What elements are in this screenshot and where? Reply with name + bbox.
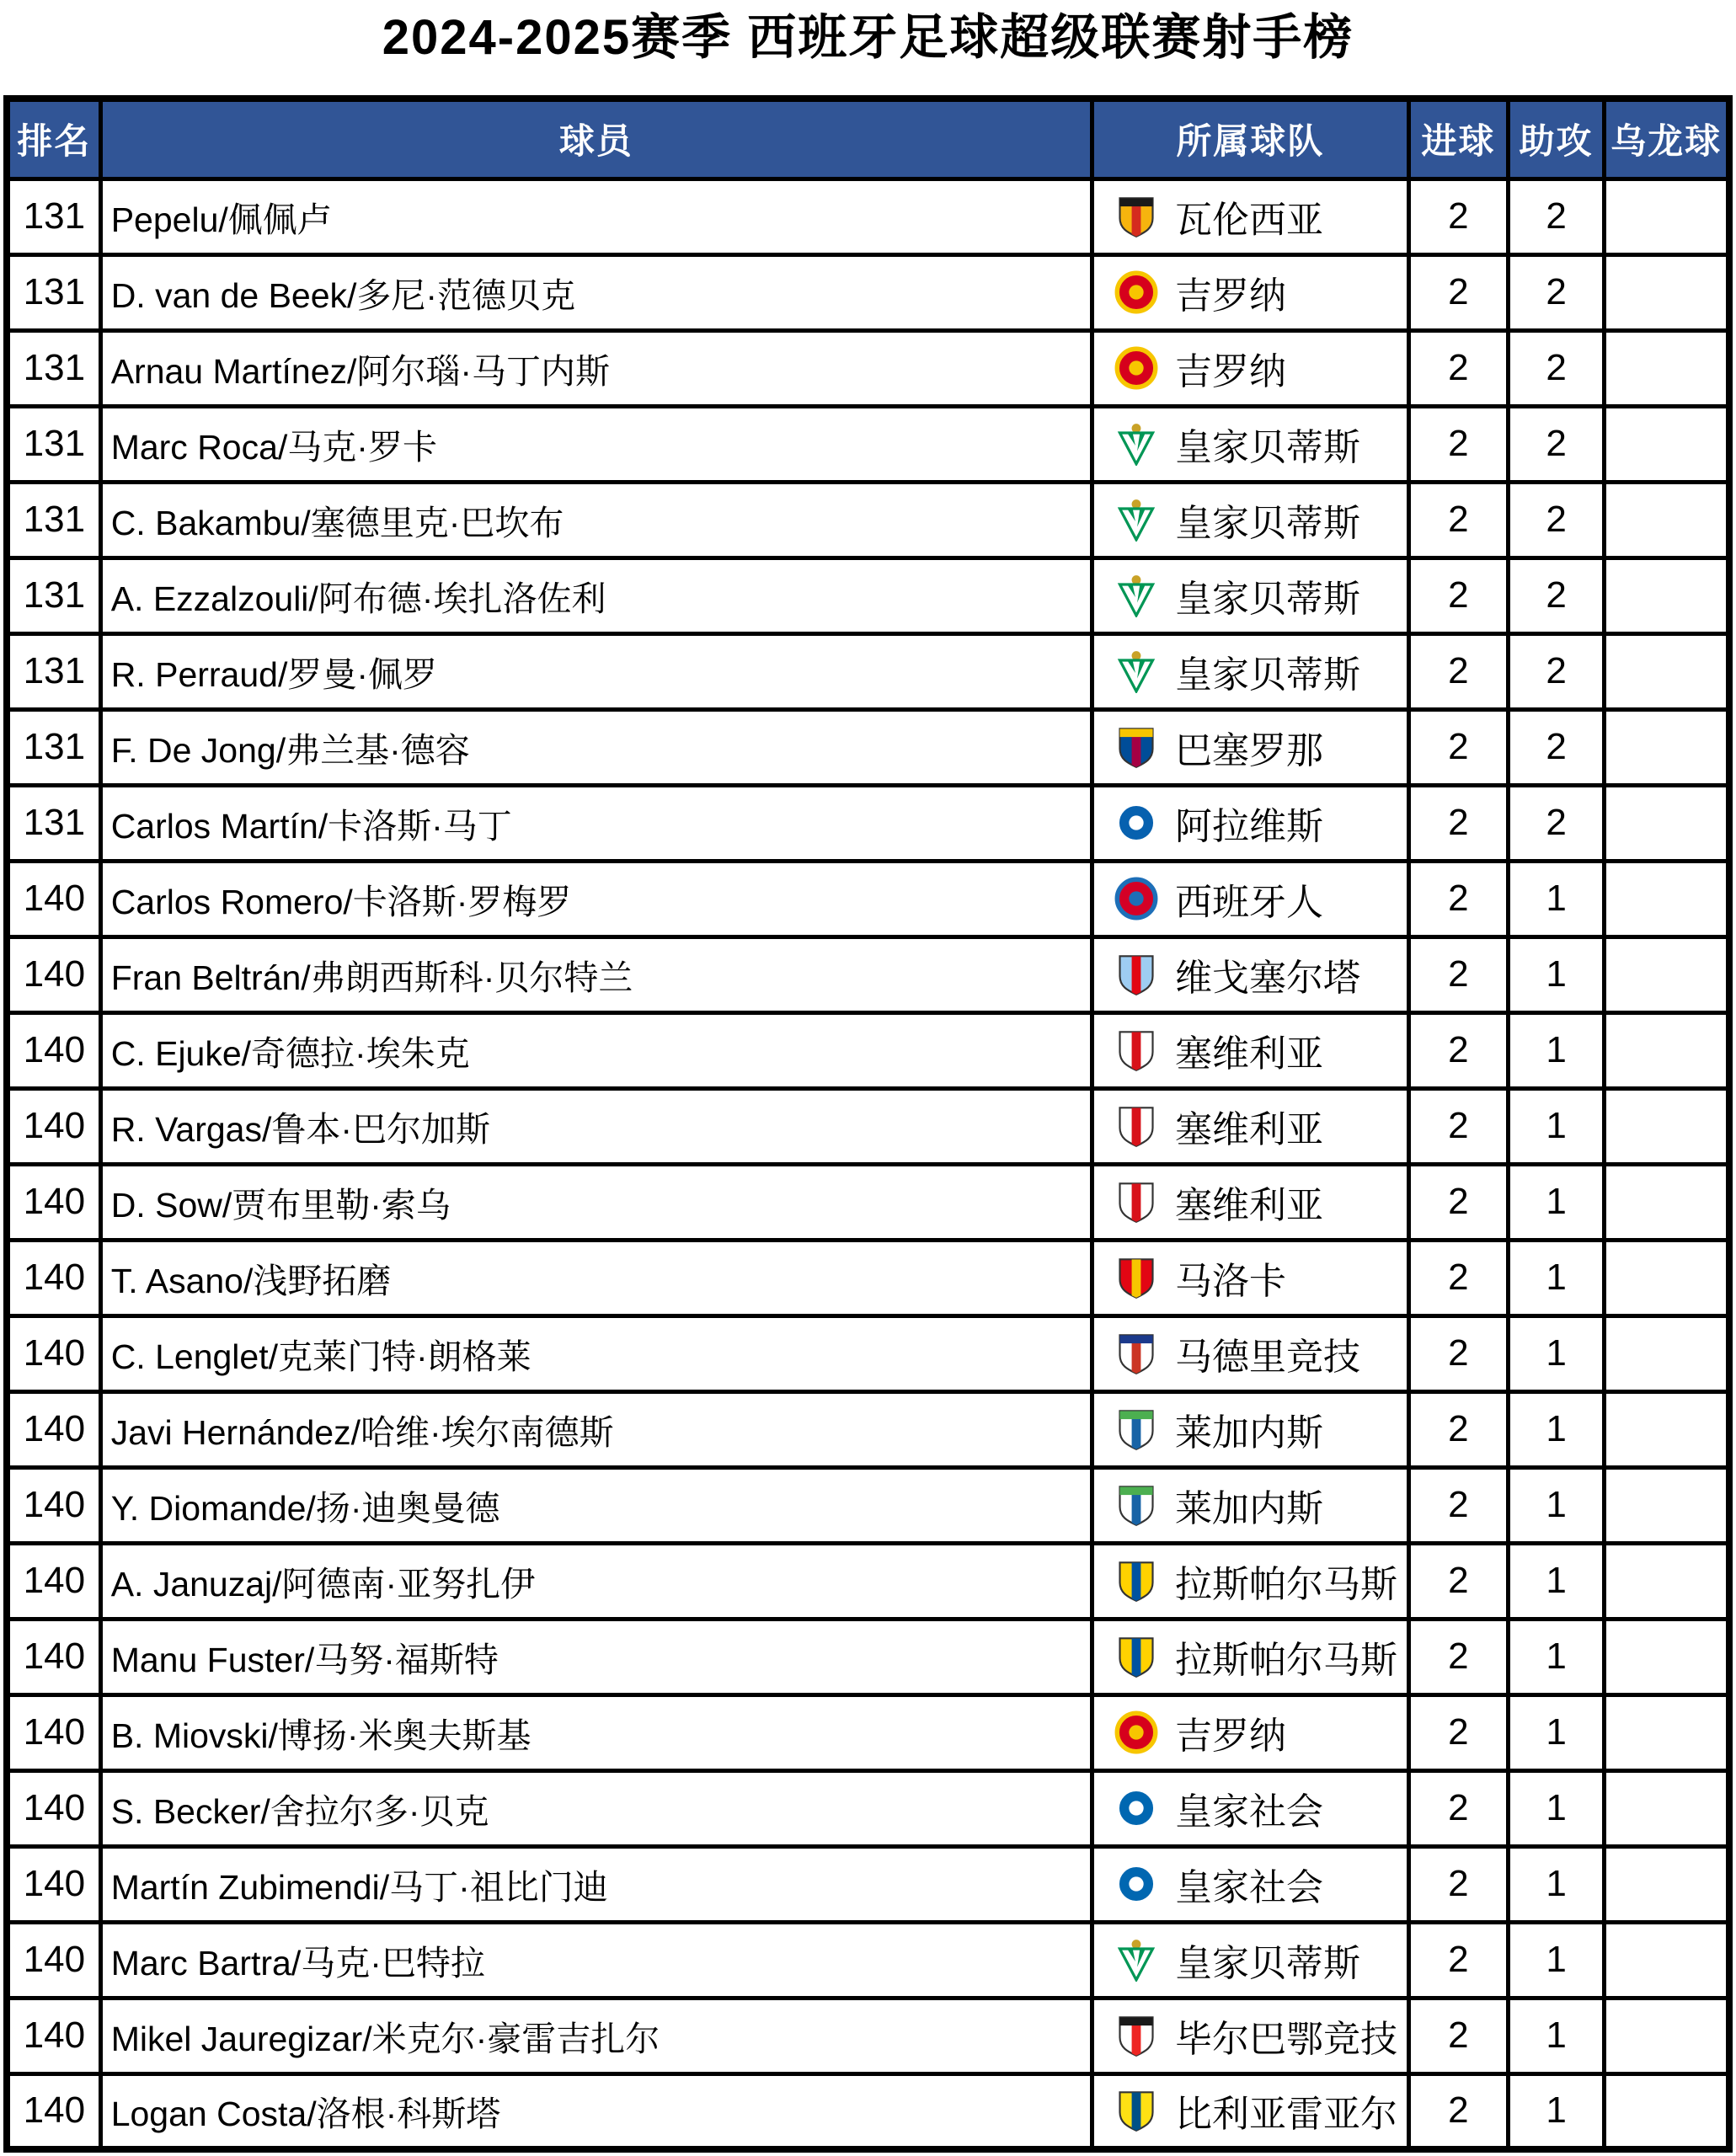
assists-cell: 1 <box>1508 861 1604 937</box>
team-logo-villarreal-icon <box>1114 2089 1158 2132</box>
player-cell: Pepelu/佩佩卢 <box>100 179 1092 254</box>
team-wrap <box>1114 568 1406 622</box>
column-header-player: 球员 <box>100 99 1092 179</box>
table-row <box>7 482 1729 558</box>
team-logo-valencia-icon <box>1114 195 1158 238</box>
table-row <box>7 254 1729 330</box>
rank-cell: 140 <box>7 1467 100 1543</box>
table-row <box>7 179 1729 254</box>
rank-cell: 140 <box>7 1694 100 1770</box>
own-goals-cell <box>1605 179 1729 254</box>
team-name: 比利亚雷亚尔 <box>1175 2094 1397 2136</box>
table-row <box>7 1543 1729 1619</box>
own-goals-cell <box>1605 1922 1729 1998</box>
table-row <box>7 1998 1729 2073</box>
table-row <box>7 1164 1729 1240</box>
player-cell: S. Becker/舍拉尔多·贝克 <box>100 1770 1092 1846</box>
player-cell: A. Januzaj/阿德南·亚努扎伊 <box>100 1543 1092 1619</box>
table-row <box>7 1619 1729 1694</box>
table-row <box>7 1391 1729 1467</box>
team-wrap <box>1114 872 1406 926</box>
team-logo-celta-icon <box>1114 953 1158 996</box>
team-wrap <box>1114 644 1406 698</box>
team-logo-girona-icon <box>1114 346 1158 390</box>
team-name: 马洛卡 <box>1175 1261 1286 1302</box>
team-cell <box>1092 1922 1409 1998</box>
goals-cell: 2 <box>1408 179 1508 254</box>
team-wrap <box>1114 1933 1406 1987</box>
rank-cell: 131 <box>7 558 100 633</box>
team-wrap <box>1114 1099 1406 1153</box>
team-cell <box>1092 1240 1409 1315</box>
team-cell <box>1092 2073 1409 2149</box>
team-cell <box>1092 1694 1409 1770</box>
goals-cell: 2 <box>1408 861 1508 937</box>
rank-cell: 140 <box>7 1998 100 2073</box>
team-wrap <box>1114 1023 1406 1077</box>
assists-cell: 1 <box>1508 1315 1604 1391</box>
table-body <box>7 179 1729 2149</box>
team-wrap <box>1114 720 1406 774</box>
column-header-rank: 排名 <box>7 99 100 179</box>
goals-cell: 2 <box>1408 406 1508 482</box>
table-row <box>7 1467 1729 1543</box>
own-goals-cell <box>1605 330 1729 406</box>
assists-cell: 2 <box>1508 482 1604 558</box>
goals-cell: 2 <box>1408 709 1508 785</box>
team-cell <box>1092 254 1409 330</box>
team-cell <box>1092 406 1409 482</box>
team-name: 皇家贝蒂斯 <box>1175 1943 1360 1984</box>
own-goals-cell <box>1605 558 1729 633</box>
player-cell: Marc Roca/马克·罗卡 <box>100 406 1092 482</box>
goals-cell: 2 <box>1408 633 1508 709</box>
team-logo-mallorca-icon <box>1114 1256 1158 1299</box>
team-name: 皇家贝蒂斯 <box>1175 579 1360 620</box>
team-wrap <box>1114 1781 1406 1835</box>
goals-cell: 2 <box>1408 1164 1508 1240</box>
team-cell <box>1092 179 1409 254</box>
player-cell: D. van de Beek/多尼·范德贝克 <box>100 254 1092 330</box>
player-cell: D. Sow/贾布里勒·索乌 <box>100 1164 1092 1240</box>
player-cell: R. Vargas/鲁本·巴尔加斯 <box>100 1088 1092 1164</box>
team-logo-girona-icon <box>1114 270 1158 314</box>
player-cell: Arnau Martínez/阿尔瑙·马丁内斯 <box>100 330 1092 406</box>
own-goals-cell <box>1605 1467 1729 1543</box>
team-name: 吉罗纳 <box>1175 1716 1286 1757</box>
page-title: 2024-2025赛季 西班牙足球超级联赛射手榜 <box>382 10 1354 65</box>
goals-cell: 2 <box>1408 937 1508 1012</box>
table-row <box>7 2073 1729 2149</box>
rank-cell: 140 <box>7 1543 100 1619</box>
goals-cell: 2 <box>1408 558 1508 633</box>
player-cell: C. Ejuke/奇德拉·埃朱克 <box>100 1012 1092 1088</box>
table-row <box>7 861 1729 937</box>
rank-cell: 140 <box>7 937 100 1012</box>
assists-cell: 1 <box>1508 1012 1604 1088</box>
own-goals-cell <box>1605 482 1729 558</box>
team-logo-leganes-icon <box>1114 1407 1158 1451</box>
goals-cell: 2 <box>1408 1846 1508 1922</box>
assists-cell: 1 <box>1508 1694 1604 1770</box>
player-cell: T. Asano/浅野拓磨 <box>100 1240 1092 1315</box>
assists-cell: 1 <box>1508 1998 1604 2073</box>
assists-cell: 2 <box>1508 709 1604 785</box>
team-cell <box>1092 482 1409 558</box>
team-wrap <box>1114 1402 1406 1456</box>
team-name: 莱加内斯 <box>1175 1488 1323 1529</box>
team-cell <box>1092 1543 1409 1619</box>
team-cell <box>1092 1315 1409 1391</box>
column-header-own-goals: 乌龙球 <box>1605 99 1729 179</box>
team-name: 塞维利亚 <box>1175 1109 1323 1150</box>
assists-cell: 1 <box>1508 1164 1604 1240</box>
team-cell <box>1092 558 1409 633</box>
rank-cell: 131 <box>7 709 100 785</box>
assists-cell: 1 <box>1508 1543 1604 1619</box>
team-cell <box>1092 330 1409 406</box>
team-logo-sevilla-icon <box>1114 1028 1158 1072</box>
team-name: 拉斯帕尔马斯 <box>1175 1640 1397 1681</box>
rank-cell: 140 <box>7 1240 100 1315</box>
team-name: 西班牙人 <box>1175 882 1323 923</box>
team-name: 阿拉维斯 <box>1175 806 1323 847</box>
rank-cell: 140 <box>7 1619 100 1694</box>
goals-cell: 2 <box>1408 254 1508 330</box>
goals-cell: 2 <box>1408 482 1508 558</box>
team-wrap <box>1114 796 1406 850</box>
goals-cell: 2 <box>1408 1922 1508 1998</box>
rank-cell: 140 <box>7 2073 100 2149</box>
column-header-assists: 助攻 <box>1508 99 1604 179</box>
table-row <box>7 558 1729 633</box>
team-wrap <box>1114 947 1406 1001</box>
assists-cell: 1 <box>1508 1240 1604 1315</box>
rank-cell: 140 <box>7 1391 100 1467</box>
player-cell: Marc Bartra/马克·巴特拉 <box>100 1922 1092 1998</box>
own-goals-cell <box>1605 1315 1729 1391</box>
goals-cell: 2 <box>1408 1391 1508 1467</box>
team-logo-betis-icon <box>1114 1938 1158 1982</box>
assists-cell: 2 <box>1508 558 1604 633</box>
scorers-table <box>3 95 1733 2153</box>
rank-cell: 131 <box>7 633 100 709</box>
goals-cell: 2 <box>1408 1543 1508 1619</box>
goals-cell: 2 <box>1408 1012 1508 1088</box>
player-cell: Fran Beltrán/弗朗西斯科·贝尔特兰 <box>100 937 1092 1012</box>
rank-cell: 131 <box>7 785 100 861</box>
team-cell <box>1092 937 1409 1012</box>
rank-cell: 131 <box>7 330 100 406</box>
own-goals-cell <box>1605 1012 1729 1088</box>
table-row <box>7 1922 1729 1998</box>
team-cell <box>1092 633 1409 709</box>
team-logo-sevilla-icon <box>1114 1104 1158 1148</box>
team-wrap <box>1114 1175 1406 1229</box>
team-cell <box>1092 1467 1409 1543</box>
team-logo-sevilla-icon <box>1114 1180 1158 1224</box>
team-cell <box>1092 1619 1409 1694</box>
goals-cell: 2 <box>1408 785 1508 861</box>
own-goals-cell <box>1605 254 1729 330</box>
team-wrap <box>1114 1554 1406 1608</box>
team-cell <box>1092 1998 1409 2073</box>
goals-cell: 2 <box>1408 1770 1508 1846</box>
table-row <box>7 785 1729 861</box>
player-cell: Manu Fuster/马努·福斯特 <box>100 1619 1092 1694</box>
rank-cell: 131 <box>7 254 100 330</box>
table-row <box>7 406 1729 482</box>
table-row <box>7 937 1729 1012</box>
table-row <box>7 1240 1729 1315</box>
team-logo-athletic-icon <box>1114 2014 1158 2057</box>
goals-cell: 2 <box>1408 1467 1508 1543</box>
goals-cell: 2 <box>1408 1694 1508 1770</box>
player-cell: Martín Zubimendi/马丁·祖比门迪 <box>100 1846 1092 1922</box>
goals-cell: 2 <box>1408 1998 1508 2073</box>
player-cell: A. Ezzalzouli/阿布德·埃扎洛佐利 <box>100 558 1092 633</box>
team-logo-laspalmas-icon <box>1114 1635 1158 1678</box>
team-cell <box>1092 1391 1409 1467</box>
rank-cell: 140 <box>7 1088 100 1164</box>
team-logo-betis-icon <box>1114 422 1158 466</box>
own-goals-cell <box>1605 406 1729 482</box>
player-cell: Carlos Martín/卡洛斯·马丁 <box>100 785 1092 861</box>
team-wrap <box>1114 1705 1406 1759</box>
assists-cell: 1 <box>1508 1619 1604 1694</box>
team-logo-realsociedad-icon <box>1114 1786 1158 1830</box>
player-cell: Mikel Jauregizar/米克尔·豪雷吉扎尔 <box>100 1998 1092 2073</box>
column-header-team: 所属球队 <box>1092 99 1409 179</box>
team-wrap <box>1114 1326 1406 1380</box>
team-name: 吉罗纳 <box>1175 275 1286 317</box>
assists-cell: 2 <box>1508 633 1604 709</box>
header-row <box>7 99 1729 179</box>
team-name: 莱加内斯 <box>1175 1412 1323 1454</box>
team-wrap <box>1114 1251 1406 1305</box>
table-row <box>7 1012 1729 1088</box>
player-cell: Javi Hernández/哈维·埃尔南德斯 <box>100 1391 1092 1467</box>
player-cell: Y. Diomande/扬·迪奥曼德 <box>100 1467 1092 1543</box>
own-goals-cell <box>1605 785 1729 861</box>
assists-cell: 1 <box>1508 2073 1604 2149</box>
player-cell: C. Bakambu/塞德里克·巴坎布 <box>100 482 1092 558</box>
table-row <box>7 1770 1729 1846</box>
team-name: 瓦伦西亚 <box>1175 200 1323 241</box>
rank-cell: 131 <box>7 482 100 558</box>
own-goals-cell <box>1605 1998 1729 2073</box>
team-logo-barcelona-icon <box>1114 725 1158 769</box>
table-row <box>7 709 1729 785</box>
own-goals-cell <box>1605 937 1729 1012</box>
table-row <box>7 1846 1729 1922</box>
player-cell: R. Perraud/罗曼·佩罗 <box>100 633 1092 709</box>
table-row <box>7 330 1729 406</box>
team-name: 马德里竞技 <box>1175 1337 1360 1378</box>
rank-cell: 140 <box>7 1922 100 1998</box>
goals-cell: 2 <box>1408 1240 1508 1315</box>
assists-cell: 1 <box>1508 1467 1604 1543</box>
player-cell: Carlos Romero/卡洛斯·罗梅罗 <box>100 861 1092 937</box>
assists-cell: 2 <box>1508 785 1604 861</box>
team-name: 吉罗纳 <box>1175 351 1286 392</box>
team-cell <box>1092 1012 1409 1088</box>
assists-cell: 1 <box>1508 1770 1604 1846</box>
team-wrap <box>1114 1478 1406 1532</box>
team-name: 毕尔巴鄂竞技 <box>1175 2019 1397 2060</box>
own-goals-cell <box>1605 1391 1729 1467</box>
own-goals-cell <box>1605 1088 1729 1164</box>
assists-cell: 2 <box>1508 179 1604 254</box>
own-goals-cell <box>1605 633 1729 709</box>
team-logo-betis-icon <box>1114 574 1158 617</box>
team-wrap <box>1114 189 1406 243</box>
goals-cell: 2 <box>1408 1315 1508 1391</box>
assists-cell: 2 <box>1508 254 1604 330</box>
own-goals-cell <box>1605 1164 1729 1240</box>
team-cell <box>1092 1846 1409 1922</box>
team-wrap <box>1114 2009 1406 2063</box>
own-goals-cell <box>1605 1770 1729 1846</box>
team-logo-laspalmas-icon <box>1114 1559 1158 1603</box>
own-goals-cell <box>1605 2073 1729 2149</box>
assists-cell: 2 <box>1508 330 1604 406</box>
column-header-goals: 进球 <box>1408 99 1508 179</box>
team-cell <box>1092 1770 1409 1846</box>
team-cell <box>1092 709 1409 785</box>
goals-cell: 2 <box>1408 330 1508 406</box>
own-goals-cell <box>1605 1694 1729 1770</box>
team-name: 皇家贝蒂斯 <box>1175 654 1360 696</box>
assists-cell: 2 <box>1508 406 1604 482</box>
rank-cell: 131 <box>7 406 100 482</box>
team-cell <box>1092 861 1409 937</box>
team-cell <box>1092 1164 1409 1240</box>
assists-cell: 1 <box>1508 937 1604 1012</box>
team-cell <box>1092 785 1409 861</box>
team-wrap <box>1114 1630 1406 1684</box>
team-cell <box>1092 1088 1409 1164</box>
goals-cell: 2 <box>1408 2073 1508 2149</box>
team-logo-alaves-icon <box>1114 801 1158 845</box>
table-row <box>7 1088 1729 1164</box>
team-logo-betis-icon <box>1114 649 1158 693</box>
team-name: 塞维利亚 <box>1175 1185 1323 1226</box>
own-goals-cell <box>1605 1543 1729 1619</box>
own-goals-cell <box>1605 1846 1729 1922</box>
team-logo-atletico-icon <box>1114 1331 1158 1375</box>
team-logo-leganes-icon <box>1114 1483 1158 1527</box>
team-wrap <box>1114 417 1406 471</box>
team-name: 皇家贝蒂斯 <box>1175 503 1360 544</box>
player-cell: C. Lenglet/克莱门特·朗格莱 <box>100 1315 1092 1391</box>
goals-cell: 2 <box>1408 1619 1508 1694</box>
team-wrap <box>1114 2084 1406 2137</box>
team-name: 皇家社会 <box>1175 1791 1323 1833</box>
team-logo-betis-icon <box>1114 498 1158 542</box>
own-goals-cell <box>1605 1240 1729 1315</box>
team-logo-girona-icon <box>1114 1710 1158 1754</box>
rank-cell: 140 <box>7 1012 100 1088</box>
assists-cell: 1 <box>1508 1846 1604 1922</box>
team-wrap <box>1114 341 1406 395</box>
player-cell: B. Miovski/博扬·米奥夫斯基 <box>100 1694 1092 1770</box>
assists-cell: 1 <box>1508 1088 1604 1164</box>
team-name: 塞维利亚 <box>1175 1033 1323 1075</box>
rank-cell: 140 <box>7 1164 100 1240</box>
own-goals-cell <box>1605 1619 1729 1694</box>
team-name: 皇家社会 <box>1175 1867 1323 1908</box>
table-row <box>7 1694 1729 1770</box>
assists-cell: 1 <box>1508 1922 1604 1998</box>
team-name: 巴塞罗那 <box>1175 730 1323 771</box>
rank-cell: 140 <box>7 861 100 937</box>
table-header <box>7 99 1729 179</box>
own-goals-cell <box>1605 709 1729 785</box>
player-cell: F. De Jong/弗兰基·德容 <box>100 709 1092 785</box>
rank-cell: 140 <box>7 1846 100 1922</box>
team-name: 皇家贝蒂斯 <box>1175 427 1360 468</box>
rank-cell: 140 <box>7 1315 100 1391</box>
team-name: 拉斯帕尔马斯 <box>1175 1564 1397 1605</box>
team-logo-realsociedad-icon <box>1114 1862 1158 1906</box>
team-name: 维戈塞尔塔 <box>1175 958 1360 999</box>
player-cell: Logan Costa/洛根·科斯塔 <box>100 2073 1092 2149</box>
team-wrap <box>1114 265 1406 319</box>
assists-cell: 1 <box>1508 1391 1604 1467</box>
goals-cell: 2 <box>1408 1088 1508 1164</box>
rank-cell: 131 <box>7 179 100 254</box>
table-row <box>7 1315 1729 1391</box>
table-row <box>7 633 1729 709</box>
rank-cell: 140 <box>7 1770 100 1846</box>
team-wrap <box>1114 493 1406 547</box>
team-logo-espanyol-icon <box>1114 877 1158 921</box>
own-goals-cell <box>1605 861 1729 937</box>
team-wrap <box>1114 1857 1406 1911</box>
